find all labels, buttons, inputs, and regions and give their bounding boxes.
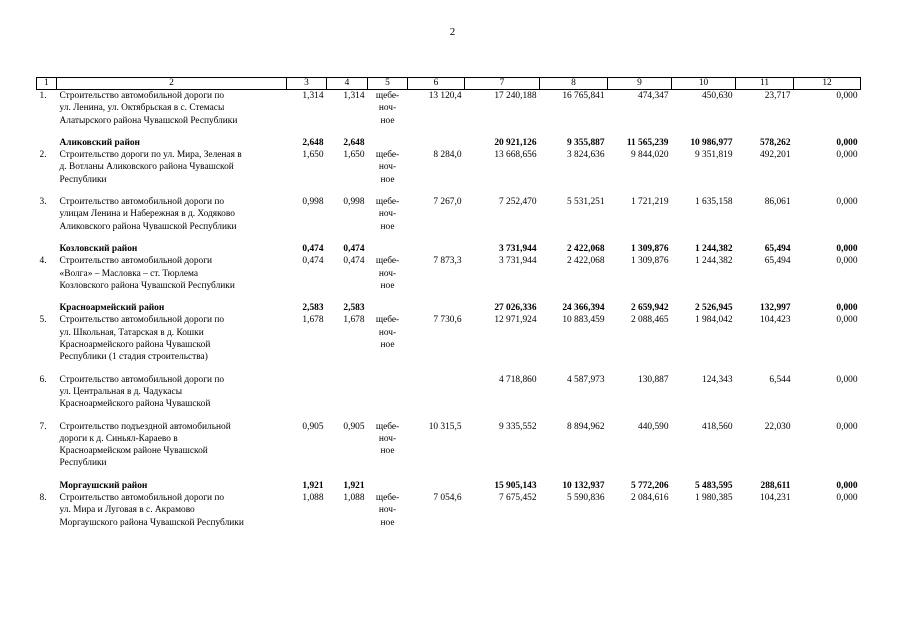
cost-cell: 440,590 bbox=[638, 421, 669, 432]
project-name-line: Строительство автомобильной дороги по bbox=[59, 197, 225, 208]
column-header: 2 bbox=[57, 78, 287, 90]
row-spacer bbox=[37, 127, 861, 137]
unit-cost-cell: 7 054,6 bbox=[433, 493, 462, 504]
cost-cell: 288,611 bbox=[760, 480, 791, 491]
project-name bbox=[57, 255, 287, 292]
length-total-cell: 1,650 bbox=[302, 150, 324, 161]
length-total-cell: 2,648 bbox=[302, 137, 324, 148]
row-index-cell bbox=[37, 480, 57, 492]
project-name-line: ул. Школьная, Татарская в д. Кошки bbox=[59, 327, 204, 338]
cost-cell: 23,717 bbox=[764, 91, 791, 101]
length-total-cell: 0,474 bbox=[302, 256, 324, 267]
project-name bbox=[57, 314, 287, 363]
total-cost-cell: 4 718,860 bbox=[499, 374, 537, 385]
district-subtotal-row bbox=[37, 137, 861, 149]
district-subtotal-row bbox=[37, 302, 861, 314]
cost-cell: 450,630 bbox=[702, 91, 733, 101]
cost-cell: 0,000 bbox=[836, 243, 858, 254]
unit-cost-cell bbox=[408, 374, 465, 411]
column-header: 11 bbox=[736, 78, 794, 90]
row-index: 2. bbox=[39, 150, 47, 161]
row-spacer bbox=[37, 292, 861, 302]
row-spacer bbox=[37, 470, 861, 480]
length-cell: 0,905 bbox=[343, 421, 365, 432]
project-name-line: Алатырского района Чувашской Республики bbox=[59, 115, 238, 126]
cost-cell: 9 351,819 bbox=[695, 150, 733, 161]
cost-cell: 2 422,068 bbox=[567, 243, 605, 254]
surface-type-cell bbox=[368, 314, 408, 363]
cost-cell: 65,494 bbox=[764, 243, 791, 254]
project-name-line: дороги к д. Синьял-Караево в bbox=[59, 433, 178, 444]
project-name-line: Строительство дороги по ул. Мира, Зеленая в bbox=[59, 150, 242, 161]
project-row bbox=[37, 149, 861, 186]
unit-cost-cell bbox=[408, 243, 465, 255]
cost-cell: 492,201 bbox=[760, 150, 791, 161]
cost-cell: 1 984,042 bbox=[695, 315, 733, 326]
page-number: 2 bbox=[449, 26, 456, 38]
column-header: 4 bbox=[327, 78, 368, 90]
total-cost-cell: 7 675,452 bbox=[499, 493, 537, 504]
unit-cost-cell: 13 120,4 bbox=[428, 91, 462, 101]
cost-cell: 0,000 bbox=[836, 256, 858, 267]
length-cell: 2,648 bbox=[343, 137, 365, 148]
project-row bbox=[37, 196, 861, 233]
surface-type-cell bbox=[368, 302, 408, 314]
project-name-line: «Волга» – Масловка – ст. Тюрлема bbox=[59, 268, 199, 279]
cost-cell: 1 309,876 bbox=[631, 243, 669, 254]
cost-cell: 0,000 bbox=[836, 303, 858, 314]
row-spacer-cell bbox=[37, 233, 861, 243]
project-name-line: Моргаушского района Чувашской Республики bbox=[59, 517, 244, 528]
unit-cost-cell: 10 315,5 bbox=[428, 421, 462, 432]
surface-type-line: ноч- bbox=[378, 505, 397, 516]
project-name bbox=[57, 196, 287, 233]
cost-cell: 8 894,962 bbox=[567, 421, 605, 432]
cost-cell: 9 355,887 bbox=[567, 137, 605, 148]
column-header: 5 bbox=[368, 78, 408, 90]
cost-cell: 474,347 bbox=[638, 91, 669, 101]
cost-cell: 11 565,239 bbox=[626, 137, 669, 148]
cost-cell: 16 765,841 bbox=[562, 91, 605, 101]
total-cost-cell: 7 252,470 bbox=[499, 197, 537, 208]
project-name-line: д. Вотланы Аликовского района Чувашской bbox=[59, 162, 234, 173]
surface-type-cell bbox=[368, 374, 408, 411]
cost-cell: 0,000 bbox=[836, 374, 858, 385]
total-cost-cell: 12 971,924 bbox=[494, 315, 537, 326]
surface-type-cell bbox=[368, 90, 408, 127]
cost-cell: 2 084,616 bbox=[631, 493, 669, 504]
cost-cell: 132,997 bbox=[760, 303, 791, 314]
column-header: 3 bbox=[287, 78, 327, 90]
row-spacer-cell bbox=[37, 470, 861, 480]
surface-type-line: ное bbox=[380, 280, 395, 291]
cost-cell: 10 986,977 bbox=[690, 137, 733, 148]
total-cost-cell: 20 921,126 bbox=[494, 137, 537, 148]
cost-cell: 0,000 bbox=[836, 493, 858, 504]
cost-cell: 5 590,836 bbox=[567, 493, 605, 504]
cost-cell: 5 531,251 bbox=[567, 197, 605, 208]
total-cost-cell: 9 335,552 bbox=[499, 421, 537, 432]
cost-cell: 0,000 bbox=[836, 315, 858, 326]
length-total-cell: 1,678 bbox=[302, 315, 324, 326]
cost-cell: 2 659,942 bbox=[631, 303, 669, 314]
cost-cell: 1 244,382 bbox=[695, 243, 733, 254]
project-row bbox=[37, 374, 861, 411]
row-spacer-cell bbox=[37, 127, 861, 137]
length-cell: 0,998 bbox=[343, 197, 365, 208]
surface-type-line: ноч- bbox=[378, 268, 397, 279]
length-cell: 1,314 bbox=[343, 91, 365, 101]
row-spacer-cell bbox=[37, 364, 861, 374]
length-total-cell: 1,921 bbox=[302, 480, 324, 491]
surface-type-line: ное bbox=[380, 174, 395, 185]
project-name-line: Козловского района Чувашской Республики bbox=[59, 280, 235, 291]
row-spacer-cell bbox=[37, 411, 861, 421]
district-subtotal-row bbox=[37, 243, 861, 255]
cost-cell: 5 483,595 bbox=[695, 480, 733, 491]
cost-cell: 130,887 bbox=[638, 374, 669, 385]
cost-cell: 65,494 bbox=[764, 256, 791, 267]
district-name: Аликовский район bbox=[59, 137, 140, 148]
surface-type-line: щебе- bbox=[375, 150, 400, 161]
cost-cell: 418,560 bbox=[702, 421, 733, 432]
cost-cell: 0,000 bbox=[836, 421, 858, 432]
cost-cell: 1 244,382 bbox=[695, 256, 733, 267]
row-index: 6. bbox=[39, 374, 47, 385]
surface-type-line: щебе- bbox=[375, 493, 400, 504]
length-total-cell bbox=[287, 374, 327, 411]
surface-type-cell bbox=[368, 421, 408, 470]
row-spacer-cell bbox=[37, 292, 861, 302]
cost-cell: 0,000 bbox=[836, 150, 858, 161]
surface-type-cell bbox=[368, 492, 408, 529]
cost-cell: 1 721,219 bbox=[631, 197, 669, 208]
row-index: 8. bbox=[39, 493, 47, 504]
length-cell: 1,650 bbox=[343, 150, 365, 161]
project-name-line: ул. Ленина, ул. Октябрьская в с. Стемасы bbox=[59, 103, 225, 114]
cost-cell: 2 088,465 bbox=[631, 315, 669, 326]
project-name-line: Строительство автомобильной дороги по bbox=[59, 493, 225, 504]
surface-type-line: ное bbox=[380, 446, 395, 457]
cost-cell: 124,343 bbox=[702, 374, 733, 385]
cost-cell: 5 772,206 bbox=[631, 480, 669, 491]
project-row bbox=[37, 314, 861, 363]
surface-type-line: ноч- bbox=[378, 433, 397, 444]
district-subtotal-row bbox=[37, 480, 861, 492]
unit-cost-cell: 7 730,6 bbox=[433, 315, 462, 326]
project-name bbox=[57, 149, 287, 186]
cost-cell: 9 844,020 bbox=[631, 150, 669, 161]
row-spacer bbox=[37, 233, 861, 243]
length-cell: 1,921 bbox=[343, 480, 365, 491]
length-total-cell: 0,474 bbox=[302, 243, 324, 254]
project-row bbox=[37, 492, 861, 529]
project-row bbox=[37, 255, 861, 292]
column-header: 9 bbox=[608, 78, 672, 90]
surface-type-line: щебе- bbox=[375, 197, 400, 208]
surface-type-cell bbox=[368, 243, 408, 255]
cost-cell: 0,000 bbox=[836, 480, 858, 491]
project-name bbox=[57, 421, 287, 470]
cost-cell: 22,030 bbox=[764, 421, 791, 432]
row-spacer bbox=[37, 186, 861, 196]
row-index-cell bbox=[37, 137, 57, 149]
surface-type-cell bbox=[368, 480, 408, 492]
surface-type-cell bbox=[368, 196, 408, 233]
district-name: Козловский район bbox=[59, 243, 138, 254]
cost-cell: 1 980,385 bbox=[695, 493, 733, 504]
cost-cell: 10 132,937 bbox=[562, 480, 605, 491]
length-cell: 0,474 bbox=[343, 243, 365, 254]
column-header: 12 bbox=[794, 78, 861, 90]
length-total-cell: 0,905 bbox=[302, 421, 324, 432]
row-index: 7. bbox=[39, 421, 47, 432]
column-header: 8 bbox=[540, 78, 608, 90]
table-header-row bbox=[37, 78, 861, 90]
project-name-line: улицам Ленина и Набережная в д. Ходяково bbox=[59, 209, 235, 220]
surface-type-cell bbox=[368, 255, 408, 292]
surface-type-line: ное bbox=[380, 340, 395, 351]
length-cell: 1,088 bbox=[343, 493, 365, 504]
length-total-cell: 0,998 bbox=[302, 197, 324, 208]
project-name-line: Республики bbox=[59, 174, 107, 185]
surface-type-line: ноч- bbox=[378, 209, 397, 220]
row-index: 1. bbox=[39, 91, 47, 101]
cost-cell: 1 635,158 bbox=[695, 197, 733, 208]
surface-type-cell bbox=[368, 149, 408, 186]
surface-type-line: ное bbox=[380, 221, 395, 232]
total-cost-cell: 3 731,944 bbox=[499, 256, 537, 267]
project-name-line: Красноармейского района Чувашской bbox=[59, 340, 211, 351]
row-spacer bbox=[37, 364, 861, 374]
district-name: Красноармейский район bbox=[59, 303, 165, 314]
surface-type-line: щебе- bbox=[375, 421, 400, 432]
row-index: 3. bbox=[39, 197, 47, 208]
total-cost-cell: 15 905,143 bbox=[494, 480, 537, 491]
project-name-line: Строительство автомобильной дороги по bbox=[59, 374, 225, 385]
cost-cell: 10 883,459 bbox=[562, 315, 605, 326]
cost-cell: 3 824,636 bbox=[567, 150, 605, 161]
length-total-cell: 2,583 bbox=[302, 303, 324, 314]
surface-type-line: ное bbox=[380, 517, 395, 528]
unit-cost-cell bbox=[408, 480, 465, 492]
project-name-line: ул. Мира и Луговая в с. Акрамово bbox=[59, 505, 195, 516]
row-index-cell bbox=[37, 302, 57, 314]
column-header: 1 bbox=[37, 78, 57, 90]
row-index: 4. bbox=[39, 256, 47, 267]
cost-cell: 0,000 bbox=[836, 137, 858, 148]
cost-cell: 2 526,945 bbox=[695, 303, 733, 314]
district-name: Моргаушский район bbox=[59, 480, 148, 491]
cost-cell: 2 422,068 bbox=[567, 256, 605, 267]
cost-cell: 578,262 bbox=[760, 137, 791, 148]
project-name-line: Строительство автомобильной дороги bbox=[59, 256, 213, 267]
cost-cell: 24 366,394 bbox=[562, 303, 605, 314]
row-index: 5. bbox=[39, 315, 47, 326]
project-row bbox=[37, 421, 861, 470]
total-cost-cell: 3 731,944 bbox=[499, 243, 537, 254]
project-name-line: Строительство автомобильной дороги по bbox=[59, 315, 225, 326]
unit-cost-cell bbox=[408, 137, 465, 149]
surface-type-cell bbox=[368, 137, 408, 149]
unit-cost-cell bbox=[408, 302, 465, 314]
surface-type-line: щебе- bbox=[375, 315, 400, 326]
cost-cell: 0,000 bbox=[836, 197, 858, 208]
project-name bbox=[57, 492, 287, 529]
construction-table bbox=[36, 77, 861, 529]
project-name bbox=[57, 90, 287, 127]
unit-cost-cell: 8 284,0 bbox=[433, 150, 462, 161]
project-name bbox=[57, 374, 287, 411]
surface-type-line: ноч- bbox=[378, 162, 397, 173]
cost-cell: 86,061 bbox=[764, 197, 791, 208]
cost-cell: 6,544 bbox=[769, 374, 791, 385]
project-name-line: Строительство подъездной автомобильной bbox=[59, 421, 231, 432]
unit-cost-cell: 7 267,0 bbox=[433, 197, 462, 208]
cost-cell: 0,000 bbox=[836, 91, 858, 101]
surface-type-line: щебе- bbox=[375, 91, 400, 101]
row-spacer bbox=[37, 411, 861, 421]
unit-cost-cell: 7 873,3 bbox=[433, 256, 462, 267]
cost-cell: 4 587,973 bbox=[567, 374, 605, 385]
surface-type-line: ноч- bbox=[378, 327, 397, 338]
surface-type-line: ное bbox=[380, 115, 395, 126]
project-name-line: ул. Центральная в д. Чадукасы bbox=[59, 386, 182, 397]
project-name-line: Красноармейском районе Чувашской bbox=[59, 446, 208, 457]
total-cost-cell: 17 240,188 bbox=[494, 91, 537, 101]
project-name-line: Республики (1 стадия строительства) bbox=[59, 352, 208, 363]
cost-cell: 104,423 bbox=[760, 315, 791, 326]
surface-type-line: ноч- bbox=[378, 103, 397, 114]
length-cell: 0,474 bbox=[343, 256, 365, 267]
cost-cell: 1 309,876 bbox=[631, 256, 669, 267]
column-header: 6 bbox=[408, 78, 465, 90]
project-name-line: Республики bbox=[59, 458, 107, 469]
surface-type-line: щебе- bbox=[375, 256, 400, 267]
cost-cell: 104,231 bbox=[760, 493, 791, 504]
length-cell bbox=[327, 374, 368, 411]
column-header: 7 bbox=[465, 78, 540, 90]
row-spacer-cell bbox=[37, 186, 861, 196]
project-name-line: Красноармейского района Чувашской bbox=[59, 399, 211, 410]
length-total-cell: 1,088 bbox=[302, 493, 324, 504]
length-total-cell: 1,314 bbox=[302, 91, 324, 101]
total-cost-cell: 13 668,656 bbox=[494, 150, 537, 161]
length-cell: 2,583 bbox=[343, 303, 365, 314]
total-cost-cell: 27 026,336 bbox=[494, 303, 537, 314]
row-index-cell bbox=[37, 243, 57, 255]
project-name-line: Аликовского района Чувашской Республики bbox=[59, 221, 237, 232]
column-header: 10 bbox=[672, 78, 736, 90]
project-row bbox=[37, 90, 861, 127]
length-cell: 1,678 bbox=[343, 315, 365, 326]
project-name-line: Строительство автомобильной дороги по bbox=[59, 91, 225, 101]
